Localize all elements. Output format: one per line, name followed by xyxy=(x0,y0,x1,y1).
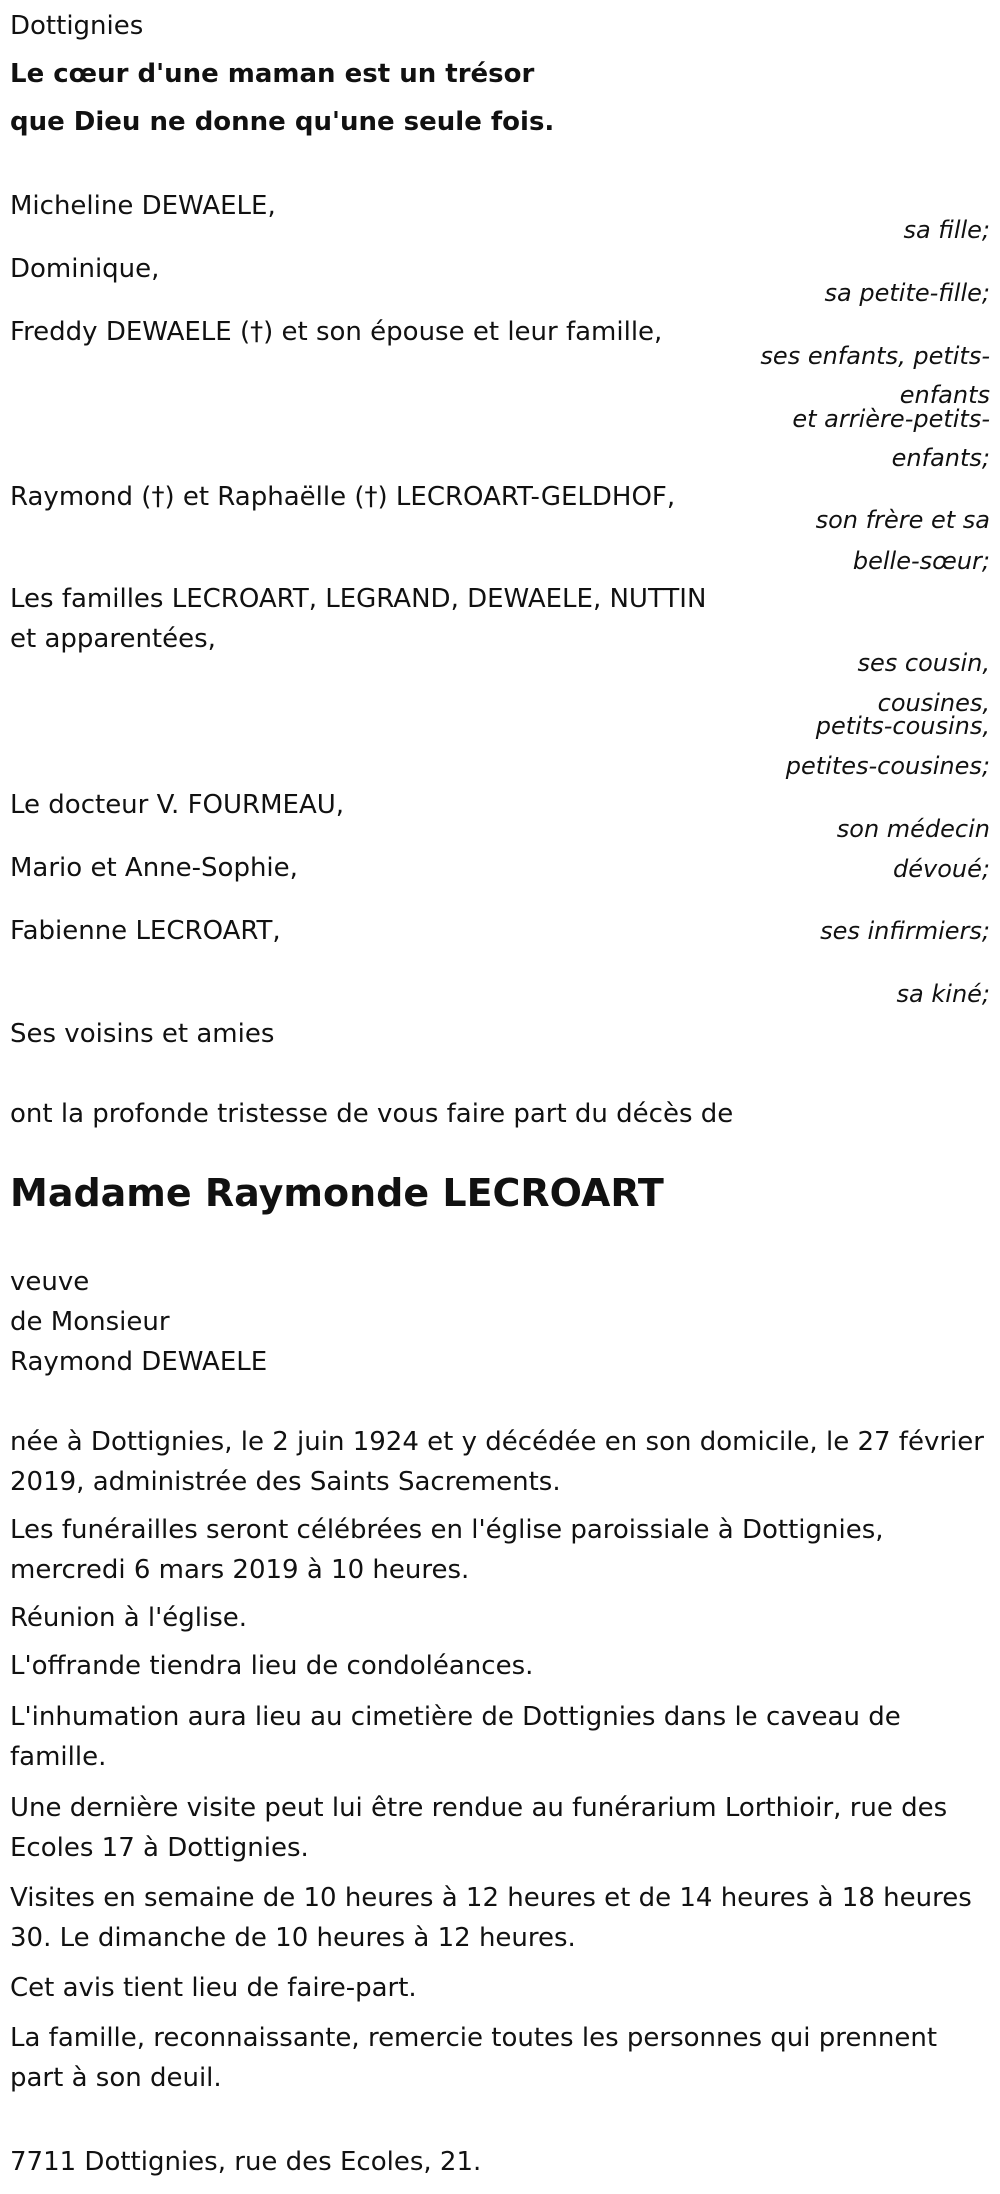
mourner-relation: dévoué; xyxy=(893,855,990,883)
announcement-text: ont la profonde tristesse de vous faire part du décès de xyxy=(10,1099,734,1129)
detail-paragraph: Réunion à l'église. xyxy=(10,1603,248,1633)
deceased-name: Madame Raymonde LECROART xyxy=(10,1171,664,1215)
widow-line: veuve xyxy=(10,1267,90,1297)
detail-paragraph: née à Dottignies, le 2 juin 1924 et y décédée en son domicile, le 27 février 2019, administrée des Saints Sacrements. xyxy=(10,1427,984,1497)
detail-paragraph: Les funérailles seront célébrées en l'église paroissiale à Dottignies, mercredi 6 mars 2019 à 10 heures. xyxy=(10,1515,884,1585)
mourner-relation: son frère et sa xyxy=(815,506,990,534)
detail-paragraph: L'offrande tiendra lieu de condoléances. xyxy=(10,1651,534,1681)
mourner-relation: son médecin xyxy=(836,815,990,843)
mourner-relation: petites-cousines; xyxy=(785,752,990,780)
mourner-name: Le docteur V. FOURMEAU, xyxy=(10,790,345,820)
mourner-relation: et arrière-petits- xyxy=(792,405,990,433)
address-line: 7711 Dottignies, rue des Ecoles, 21. xyxy=(10,2147,482,2177)
mourner-name: Mario et Anne-Sophie, xyxy=(10,853,298,883)
detail-paragraph: Cet avis tient lieu de faire-part. xyxy=(10,1973,417,2003)
mourner-relation: sa fille; xyxy=(903,216,990,244)
detail-paragraph: Visites en semaine de 10 heures à 12 heures et de 14 heures à 18 heures 30. Le dimanche de 10 heures à 12 heures. xyxy=(10,1883,972,1953)
detail-paragraph: Une dernière visite peut lui être rendue au funérarium Lorthioir, rue des Ecoles 17 à Dottignies. xyxy=(10,1793,948,1863)
mourner-name: Les familles LECROART, LEGRAND, DEWAELE, NUTTIN xyxy=(10,584,707,614)
mourner-relation: ses enfants, petits- xyxy=(760,342,990,370)
mourner-relation: sa kiné; xyxy=(896,980,990,1008)
mourner-relation: petits-cousins, xyxy=(815,712,990,740)
detail-paragraph: La famille, reconnaissante, remercie toutes les personnes qui prennent part à son deuil. xyxy=(10,2023,938,2093)
mourner-name: et apparentées, xyxy=(10,624,216,654)
widow-line: Raymond DEWAELE xyxy=(10,1347,268,1377)
mourner-relation: enfants xyxy=(899,381,990,409)
mourner-relation: enfants; xyxy=(891,444,990,472)
mourner-name: Freddy DEWAELE (†) et son épouse et leur famille, xyxy=(10,317,663,347)
mourner-relation: cousines, xyxy=(877,689,990,717)
mourner-relation: ses cousin, xyxy=(857,649,990,677)
mourner-name: Raymond (†) et Raphaëlle (†) LECROART-GELDHOF, xyxy=(10,482,676,512)
place-heading: Dottignies xyxy=(10,11,144,41)
mourner-name: Fabienne LECROART, xyxy=(10,916,281,946)
mourner-relation: ses infirmiers; xyxy=(820,917,990,945)
quote-line-2: que Dieu ne donne qu'une seule fois. xyxy=(10,107,555,137)
quote-line-1: Le cœur d'une maman est un trésor xyxy=(10,59,535,89)
mourner-relation: belle-sœur; xyxy=(852,547,990,575)
mourner-relation: sa petite-fille; xyxy=(824,279,990,307)
widow-line: de Monsieur xyxy=(10,1307,170,1337)
mourner-name: Ses voisins et amies xyxy=(10,1019,275,1049)
mourner-name: Dominique, xyxy=(10,254,160,284)
detail-paragraph: L'inhumation aura lieu au cimetière de Dottignies dans le caveau de famille. xyxy=(10,1702,901,1772)
mourner-name: Micheline DEWAELE, xyxy=(10,191,276,221)
